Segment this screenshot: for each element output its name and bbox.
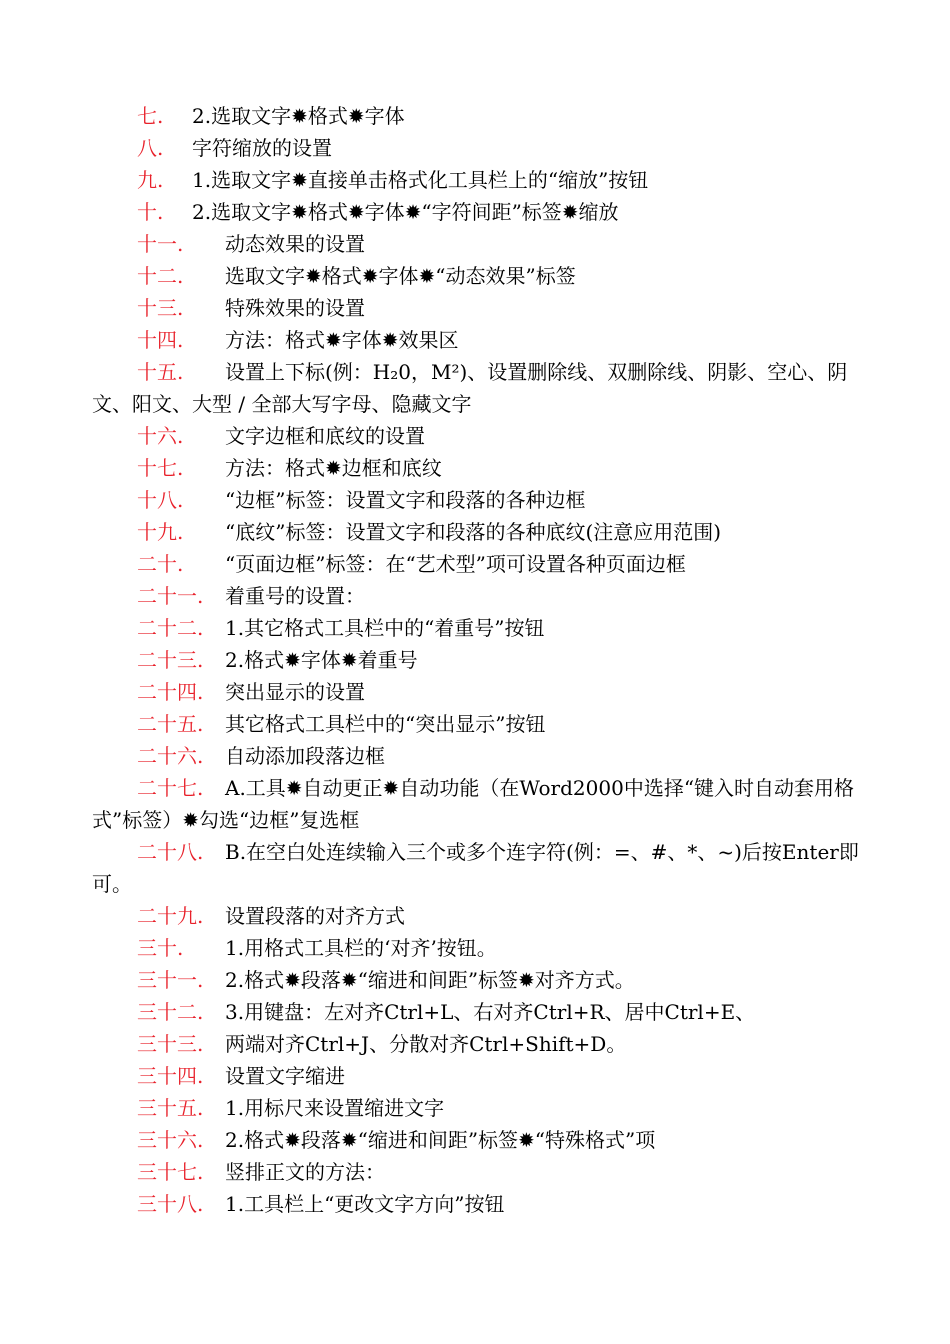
item-number: 三十三. bbox=[137, 1032, 204, 1056]
item-number: 二十二. bbox=[137, 616, 204, 640]
item-number: 二十六. bbox=[137, 744, 204, 768]
item-number: 十六. bbox=[137, 424, 184, 448]
list-item bbox=[0, 356, 950, 420]
list-item bbox=[0, 292, 950, 324]
item-number: 十九. bbox=[137, 520, 184, 544]
item-text: 设置文字缩进 bbox=[225, 1064, 345, 1088]
list-item bbox=[0, 740, 950, 772]
item-number: 二十七. bbox=[137, 776, 204, 800]
list-item bbox=[0, 932, 950, 964]
item-text: 竖排正文的方法： bbox=[225, 1160, 385, 1184]
list-item bbox=[0, 324, 950, 356]
list-item bbox=[0, 612, 950, 644]
list-item bbox=[0, 260, 950, 292]
item-number: 三十二. bbox=[137, 1000, 204, 1024]
item-text: 自动添加段落边框 bbox=[225, 744, 385, 768]
list-item bbox=[0, 548, 950, 580]
item-text: 1.选取文字✹直接单击格式化工具栏上的“缩放”按钮 bbox=[192, 168, 649, 192]
item-number: 十二. bbox=[137, 264, 184, 288]
item-number: 九. bbox=[137, 168, 164, 192]
item-number: 三十八. bbox=[137, 1192, 204, 1216]
list-item bbox=[0, 1028, 950, 1060]
item-text: 方法：格式✹字体✹效果区 bbox=[225, 328, 459, 352]
list-item bbox=[0, 580, 950, 612]
list-item bbox=[0, 964, 950, 996]
item-text: A.工具✹自动更正✹自动功能（在Word2000中选择“键入时自动套用格式”标签）✹勾选“边框”复选框 bbox=[92, 776, 855, 832]
item-text: 2.选取文字✹格式✹字体✹“字符间距”标签✹缩放 bbox=[192, 200, 619, 224]
item-text: 其它格式工具栏中的“突出显示”按钮 bbox=[225, 712, 546, 736]
item-number: 三十七. bbox=[137, 1160, 204, 1184]
item-number: 十五. bbox=[137, 360, 184, 384]
item-text: 1.其它格式工具栏中的“着重号”按钮 bbox=[225, 616, 545, 640]
item-text: B.在空白处连续输入三个或多个连字符(例：=、#、*、~)后按Enter即可。 bbox=[92, 840, 859, 896]
item-text: 3.用键盘：左对齐Ctrl+L、右对齐Ctrl+R、居中Ctrl+E、 bbox=[225, 1000, 756, 1024]
list-item bbox=[0, 1188, 950, 1220]
item-text: 着重号的设置： bbox=[225, 584, 365, 608]
list-item bbox=[0, 900, 950, 932]
item-number: 二十四. bbox=[137, 680, 204, 704]
item-number: 二十九. bbox=[137, 904, 204, 928]
item-number: 七. bbox=[137, 104, 164, 128]
item-number: 二十三. bbox=[137, 648, 204, 672]
list-item bbox=[0, 676, 950, 708]
item-number: 三十一. bbox=[137, 968, 204, 992]
item-number: 二十. bbox=[137, 552, 184, 576]
item-text: “底纹”标签：设置文字和段落的各种底纹(注意应用范围) bbox=[225, 520, 722, 544]
list-item bbox=[0, 516, 950, 548]
item-number: 八. bbox=[137, 136, 164, 160]
item-number: 十八. bbox=[137, 488, 184, 512]
list-item bbox=[0, 452, 950, 484]
item-number: 三十五. bbox=[137, 1096, 204, 1120]
item-number: 三十六. bbox=[137, 1128, 204, 1152]
item-text: 两端对齐Ctrl+J、分散对齐Ctrl+Shift+D。 bbox=[225, 1032, 627, 1056]
item-text: 文字边框和底纹的设置 bbox=[225, 424, 425, 448]
list-item bbox=[0, 644, 950, 676]
item-text: 1.用标尺来设置缩进文字 bbox=[225, 1096, 445, 1120]
item-number: 二十一. bbox=[137, 584, 204, 608]
item-number: 二十八. bbox=[137, 840, 204, 864]
item-text: 选取文字✹格式✹字体✹“动态效果”标签 bbox=[225, 264, 576, 288]
item-number: 十七. bbox=[137, 456, 184, 480]
list-item bbox=[0, 836, 950, 900]
item-number: 十. bbox=[137, 200, 164, 224]
list-item bbox=[0, 228, 950, 260]
item-number: 三十. bbox=[137, 936, 184, 960]
list-item bbox=[0, 1060, 950, 1092]
item-number: 二十五. bbox=[137, 712, 204, 736]
item-text: 2.选取文字✹格式✹字体 bbox=[192, 104, 405, 128]
list-item bbox=[0, 484, 950, 516]
list-item bbox=[0, 708, 950, 740]
list-item bbox=[0, 772, 950, 836]
document-page bbox=[0, 100, 950, 1220]
list-item bbox=[0, 1092, 950, 1124]
item-text: “边框”标签：设置文字和段落的各种边框 bbox=[225, 488, 586, 512]
item-text: 2.格式✹段落✹“缩进和间距”标签✹“特殊格式”项 bbox=[225, 1128, 656, 1152]
item-text: 1.用格式工具栏的‘对齐’按钮。 bbox=[225, 936, 497, 960]
list-item bbox=[0, 164, 950, 196]
item-number: 十四. bbox=[137, 328, 184, 352]
item-number: 十一. bbox=[137, 232, 184, 256]
item-text: 方法：格式✹边框和底纹 bbox=[225, 456, 442, 480]
item-number: 三十四. bbox=[137, 1064, 204, 1088]
list-item bbox=[0, 1124, 950, 1156]
list-item bbox=[0, 1156, 950, 1188]
item-text: 设置段落的对齐方式 bbox=[225, 904, 405, 928]
item-text: 突出显示的设置 bbox=[225, 680, 365, 704]
item-number: 十三. bbox=[137, 296, 184, 320]
list-item bbox=[0, 100, 950, 132]
list-item bbox=[0, 132, 950, 164]
item-text: 动态效果的设置 bbox=[225, 232, 365, 256]
item-text: 特殊效果的设置 bbox=[225, 296, 365, 320]
list-item bbox=[0, 996, 950, 1028]
item-text: 2.格式✹字体✹着重号 bbox=[225, 648, 418, 672]
item-text: 2.格式✹段落✹“缩进和间距”标签✹对齐方式。 bbox=[225, 968, 635, 992]
list-item bbox=[0, 420, 950, 452]
item-text: 设置上下标(例：H₂0，M²)、设置删除线、双删除线、阴影、空心、阴文、阳文、大型 / 全部大写字母、隐藏文字 bbox=[92, 360, 848, 416]
list-item bbox=[0, 196, 950, 228]
item-text: “页面边框”标签：在“艺术型”项可设置各种页面边框 bbox=[225, 552, 686, 576]
item-text: 字符缩放的设置 bbox=[192, 136, 332, 160]
item-text: 1.工具栏上“更改文字方向”按钮 bbox=[225, 1192, 505, 1216]
